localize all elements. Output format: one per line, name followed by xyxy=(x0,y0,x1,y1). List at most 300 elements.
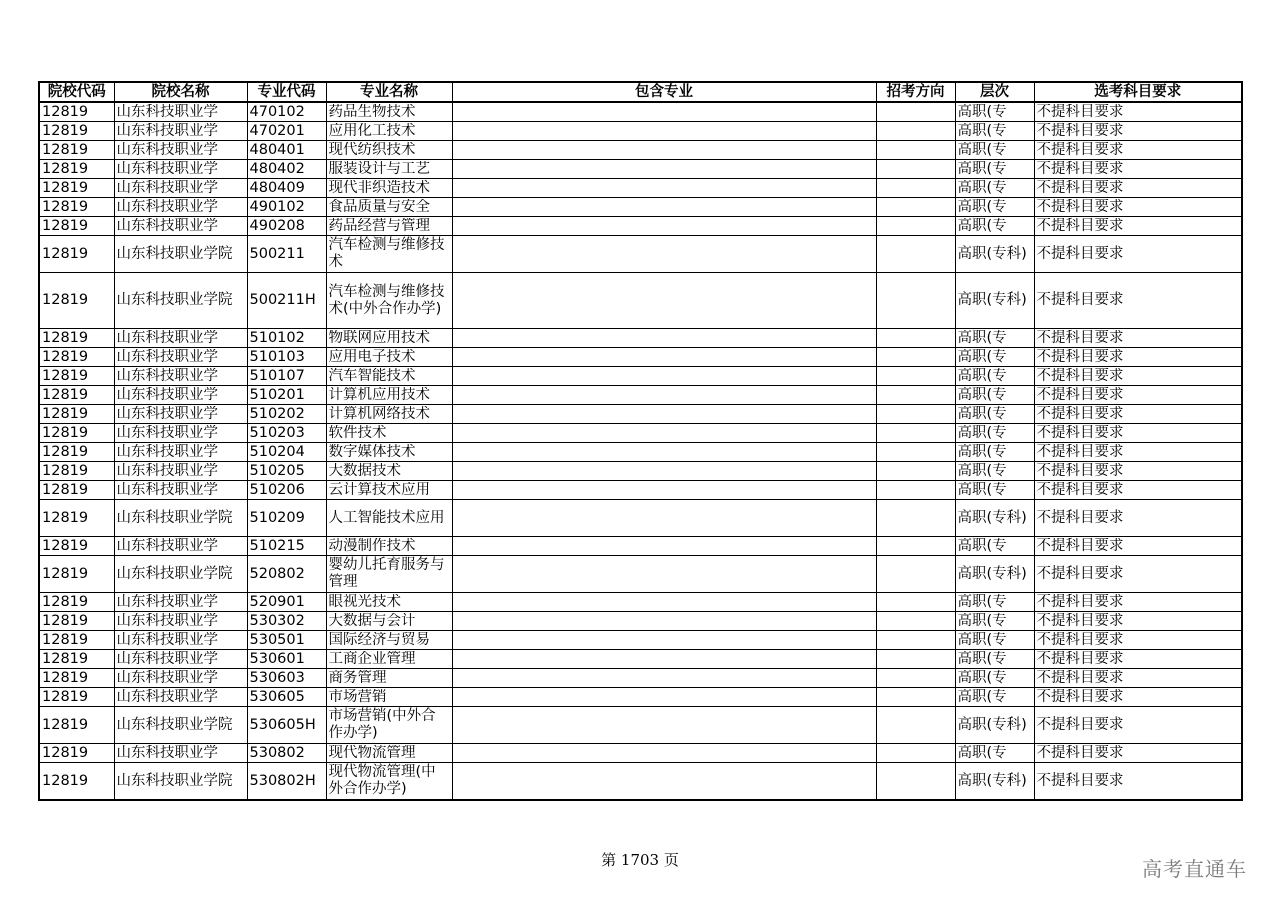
cell-major-code-text: 530601 xyxy=(249,650,305,667)
cell-major-name-text: 服装设计与工艺 xyxy=(328,160,430,177)
cell-major-name-text: 汽车检测与维修技术 xyxy=(328,237,445,270)
cell-school-name xyxy=(114,744,247,763)
cell-subject-requirement xyxy=(1034,593,1242,612)
cell-subject-requirement-text: 不提科目要求 xyxy=(1036,141,1124,158)
cell-level-text: 高职(专 xyxy=(957,744,1007,761)
cell-subject-requirement-text: 不提科目要求 xyxy=(1036,650,1124,667)
table-row xyxy=(39,198,1242,217)
cell-major-name xyxy=(326,160,452,179)
cell-major-code-text: 480402 xyxy=(249,160,305,177)
cell-major-code xyxy=(247,612,326,631)
cell-school-code xyxy=(39,424,114,443)
cell-major-code xyxy=(247,650,326,669)
cell-level-text: 高职(专 xyxy=(957,141,1007,158)
cell-major-name xyxy=(326,462,452,481)
cell-major-code xyxy=(247,102,326,122)
cell-school-code xyxy=(39,236,114,273)
cell-school-name-text: 山东科技职业学 xyxy=(116,744,218,761)
cell-school-name-text: 山东科技职业学 xyxy=(116,631,218,648)
cell-subject-requirement xyxy=(1034,481,1242,500)
cell-direction xyxy=(876,537,955,556)
cell-school-code xyxy=(39,593,114,612)
cell-school-code xyxy=(39,631,114,650)
cell-level-text: 高职(专 xyxy=(957,405,1007,422)
table-row xyxy=(39,650,1242,669)
cell-major-name-text: 工商企业管理 xyxy=(328,650,416,667)
cell-subject-requirement-text: 不提科目要求 xyxy=(1036,565,1124,582)
cell-major-name xyxy=(326,102,452,122)
cell-school-name-text: 山东科技职业学院 xyxy=(116,565,233,582)
cell-level xyxy=(955,612,1034,631)
cell-school-code-text: 12819 xyxy=(42,612,89,629)
cell-level-text: 高职(专 xyxy=(957,612,1007,629)
cell-major-code-text: 520802 xyxy=(249,565,305,582)
cell-level-text: 高职(专 xyxy=(957,179,1007,196)
cell-major-code-text: 500211H xyxy=(249,292,316,308)
cell-subject-requirement-text: 不提科目要求 xyxy=(1036,160,1124,177)
cell-major-name xyxy=(326,198,452,217)
cell-school-name-text: 山东科技职业学 xyxy=(116,160,218,177)
cell-school-name xyxy=(114,593,247,612)
cell-level xyxy=(955,367,1034,386)
cell-direction xyxy=(876,443,955,462)
cell-school-code xyxy=(39,744,114,763)
cell-level xyxy=(955,405,1034,424)
cell-level xyxy=(955,744,1034,763)
cell-school-name xyxy=(114,329,247,348)
cell-major-name-text: 应用化工技术 xyxy=(328,122,416,139)
cell-level-text: 高职(专 xyxy=(957,688,1007,705)
table-row xyxy=(39,160,1242,179)
cell-subject-requirement-text: 不提科目要求 xyxy=(1036,481,1124,498)
cell-level-text: 高职(专科) xyxy=(957,772,1027,789)
cell-major-name-text: 食品质量与安全 xyxy=(328,198,430,215)
cell-level xyxy=(955,688,1034,707)
cell-major-code xyxy=(247,744,326,763)
cell-school-code xyxy=(39,217,114,236)
cell-major-name-text: 市场营销(中外合作办学) xyxy=(328,708,436,741)
cell-subject-requirement-text: 不提科目要求 xyxy=(1036,443,1124,460)
cell-school-name xyxy=(114,386,247,405)
cell-major-name xyxy=(326,329,452,348)
cell-subject-requirement-text: 不提科目要求 xyxy=(1036,367,1124,384)
cell-school-code-text: 12819 xyxy=(42,744,89,761)
cell-subject-requirement xyxy=(1034,707,1242,744)
cell-school-name-text: 山东科技职业学 xyxy=(116,386,218,403)
cell-major-code-text: 510201 xyxy=(249,386,305,403)
cell-direction xyxy=(876,273,955,329)
cell-school-code xyxy=(39,763,114,801)
cell-major-name xyxy=(326,556,452,593)
cell-school-code xyxy=(39,160,114,179)
cell-subject-requirement-text: 不提科目要求 xyxy=(1036,462,1124,479)
cell-school-name-text: 山东科技职业学 xyxy=(116,612,218,629)
cell-subject-requirement xyxy=(1034,744,1242,763)
table-row xyxy=(39,593,1242,612)
col-header-major-name: 专业名称 xyxy=(326,82,452,102)
cell-major-name-text: 药品经营与管理 xyxy=(328,217,430,234)
cell-major-code xyxy=(247,669,326,688)
cell-included-majors xyxy=(452,198,876,217)
cell-school-code-text: 12819 xyxy=(42,198,89,215)
cell-school-name xyxy=(114,612,247,631)
cell-major-code xyxy=(247,273,326,329)
cell-major-name-text: 计算机网络技术 xyxy=(328,405,430,422)
cell-subject-requirement-text: 不提科目要求 xyxy=(1036,669,1124,686)
watermark: 高考直通车 xyxy=(1142,857,1247,881)
cell-level xyxy=(955,443,1034,462)
cell-school-code-text: 12819 xyxy=(42,650,89,667)
cell-included-majors xyxy=(452,160,876,179)
cell-subject-requirement-text: 不提科目要求 xyxy=(1036,424,1124,441)
cell-major-code-text: 520901 xyxy=(249,593,305,610)
cell-level xyxy=(955,217,1034,236)
cell-included-majors xyxy=(452,273,876,329)
cell-level xyxy=(955,669,1034,688)
cell-major-code-text: 530802H xyxy=(249,772,316,789)
cell-school-name xyxy=(114,688,247,707)
cell-subject-requirement xyxy=(1034,102,1242,122)
cell-direction xyxy=(876,386,955,405)
cell-level-text: 高职(专 xyxy=(957,593,1007,610)
cell-school-code xyxy=(39,556,114,593)
cell-level-text: 高职(专 xyxy=(957,481,1007,498)
cell-major-code-text: 530802 xyxy=(249,744,305,761)
cell-level xyxy=(955,348,1034,367)
cell-major-code-text: 510202 xyxy=(249,405,305,422)
cell-subject-requirement-text: 不提科目要求 xyxy=(1036,386,1124,403)
cell-direction xyxy=(876,329,955,348)
cell-school-name xyxy=(114,669,247,688)
cell-school-name xyxy=(114,141,247,160)
cell-level-text: 高职(专 xyxy=(957,217,1007,234)
cell-school-code xyxy=(39,612,114,631)
cell-subject-requirement-text: 不提科目要求 xyxy=(1036,772,1124,789)
cell-major-code-text: 530605 xyxy=(249,688,305,705)
cell-school-code-text: 12819 xyxy=(42,772,89,789)
cell-school-code xyxy=(39,102,114,122)
cell-subject-requirement-text: 不提科目要求 xyxy=(1036,716,1124,733)
cell-school-name-text: 山东科技职业学 xyxy=(116,688,218,705)
table-row xyxy=(39,329,1242,348)
cell-included-majors xyxy=(452,593,876,612)
cell-subject-requirement xyxy=(1034,537,1242,556)
col-header-included-majors: 包含专业 xyxy=(452,82,876,102)
cell-school-name-text: 山东科技职业学院 xyxy=(116,716,233,733)
cell-major-name-text: 婴幼儿托育服务与管理 xyxy=(328,557,445,590)
cell-school-code xyxy=(39,367,114,386)
cell-included-majors xyxy=(452,329,876,348)
cell-school-code-text: 12819 xyxy=(42,593,89,610)
cell-direction xyxy=(876,462,955,481)
cell-school-name xyxy=(114,102,247,122)
cell-school-name xyxy=(114,122,247,141)
cell-level-text: 高职(专 xyxy=(957,329,1007,346)
cell-level xyxy=(955,329,1034,348)
cell-level xyxy=(955,102,1034,122)
cell-school-name xyxy=(114,763,247,801)
cell-school-code-text: 12819 xyxy=(42,716,89,733)
cell-major-name-text: 数字媒体技术 xyxy=(328,443,416,460)
cell-included-majors xyxy=(452,631,876,650)
cell-level xyxy=(955,763,1034,801)
page-number: 第 1703 页 xyxy=(601,851,679,869)
cell-major-name xyxy=(326,612,452,631)
cell-level-text: 高职(专科) xyxy=(957,292,1027,308)
cell-included-majors xyxy=(452,763,876,801)
cell-subject-requirement xyxy=(1034,650,1242,669)
cell-level-text: 高职(专 xyxy=(957,443,1007,460)
cell-major-name-text: 商务管理 xyxy=(328,669,387,686)
cell-subject-requirement-text: 不提科目要求 xyxy=(1036,103,1124,120)
cell-major-name xyxy=(326,481,452,500)
cell-school-name xyxy=(114,217,247,236)
cell-major-name-text: 计算机应用技术 xyxy=(328,386,430,403)
cell-school-name-text: 山东科技职业学 xyxy=(116,443,218,460)
cell-major-name xyxy=(326,631,452,650)
cell-subject-requirement xyxy=(1034,273,1242,329)
cell-school-code-text: 12819 xyxy=(42,669,89,686)
cell-school-code-text: 12819 xyxy=(42,688,89,705)
cell-direction xyxy=(876,481,955,500)
cell-school-name xyxy=(114,424,247,443)
cell-direction xyxy=(876,631,955,650)
cell-major-code-text: 530603 xyxy=(249,669,305,686)
table-row xyxy=(39,669,1242,688)
cell-subject-requirement xyxy=(1034,217,1242,236)
cell-level-text: 高职(专 xyxy=(957,462,1007,479)
table-row xyxy=(39,122,1242,141)
cell-subject-requirement xyxy=(1034,631,1242,650)
cell-major-code-text: 470201 xyxy=(249,122,305,139)
cell-major-code xyxy=(247,424,326,443)
table-row xyxy=(39,348,1242,367)
cell-school-name xyxy=(114,236,247,273)
cell-school-name-text: 山东科技职业学 xyxy=(116,122,218,139)
cell-direction xyxy=(876,669,955,688)
cell-major-name-text: 大数据技术 xyxy=(328,462,401,479)
cell-subject-requirement xyxy=(1034,405,1242,424)
cell-school-name-text: 山东科技职业学院 xyxy=(116,509,233,526)
cell-major-code-text: 480409 xyxy=(249,179,305,196)
cell-included-majors xyxy=(452,217,876,236)
cell-direction xyxy=(876,405,955,424)
cell-subject-requirement xyxy=(1034,329,1242,348)
cell-direction xyxy=(876,102,955,122)
cell-direction xyxy=(876,236,955,273)
cell-school-code xyxy=(39,481,114,500)
cell-school-name-text: 山东科技职业学 xyxy=(116,593,218,610)
cell-major-code xyxy=(247,217,326,236)
cell-included-majors xyxy=(452,102,876,122)
cell-included-majors xyxy=(452,744,876,763)
cell-level-text: 高职(专科) xyxy=(957,565,1027,582)
table-row xyxy=(39,612,1242,631)
cell-direction xyxy=(876,348,955,367)
cell-subject-requirement-text: 不提科目要求 xyxy=(1036,292,1124,308)
cell-school-name-text: 山东科技职业学 xyxy=(116,348,218,365)
cell-level xyxy=(955,481,1034,500)
cell-major-name-text: 药品生物技术 xyxy=(328,103,416,120)
cell-major-code xyxy=(247,236,326,273)
table-row xyxy=(39,217,1242,236)
cell-school-name xyxy=(114,179,247,198)
cell-school-code-text: 12819 xyxy=(42,424,89,441)
cell-subject-requirement-text: 不提科目要求 xyxy=(1036,612,1124,629)
cell-included-majors xyxy=(452,537,876,556)
cell-school-name xyxy=(114,707,247,744)
cell-included-majors xyxy=(452,500,876,537)
cell-major-code xyxy=(247,122,326,141)
cell-major-name xyxy=(326,669,452,688)
cell-major-code xyxy=(247,556,326,593)
admissions-table xyxy=(38,81,1243,801)
cell-school-code xyxy=(39,462,114,481)
table-row xyxy=(39,556,1242,593)
cell-direction xyxy=(876,744,955,763)
cell-school-code-text: 12819 xyxy=(42,565,89,582)
cell-school-code-text: 12819 xyxy=(42,462,89,479)
cell-included-majors xyxy=(452,707,876,744)
cell-major-name xyxy=(326,650,452,669)
cell-school-name xyxy=(114,273,247,329)
cell-included-majors xyxy=(452,386,876,405)
cell-major-code xyxy=(247,367,326,386)
cell-level-text: 高职(专 xyxy=(957,122,1007,139)
cell-school-name xyxy=(114,631,247,650)
cell-major-code xyxy=(247,537,326,556)
cell-major-name xyxy=(326,707,452,744)
table-row xyxy=(39,537,1242,556)
cell-included-majors xyxy=(452,462,876,481)
cell-major-name xyxy=(326,424,452,443)
cell-school-name xyxy=(114,462,247,481)
cell-major-name-text: 现代非织造技术 xyxy=(328,179,430,196)
cell-major-code xyxy=(247,348,326,367)
cell-major-name-text: 人工智能技术应用 xyxy=(328,509,445,526)
cell-school-name-text: 山东科技职业学 xyxy=(116,650,218,667)
cell-school-name-text: 山东科技职业学院 xyxy=(116,292,233,308)
cell-major-name-text: 市场营销 xyxy=(328,688,387,705)
cell-included-majors xyxy=(452,348,876,367)
cell-school-code xyxy=(39,669,114,688)
cell-included-majors xyxy=(452,612,876,631)
cell-level-text: 高职(专 xyxy=(957,198,1007,215)
cell-direction xyxy=(876,763,955,801)
cell-level-text: 高职(专科) xyxy=(957,716,1027,733)
cell-level-text: 高职(专科) xyxy=(957,245,1027,262)
cell-school-name-text: 山东科技职业学 xyxy=(116,424,218,441)
cell-school-code xyxy=(39,688,114,707)
cell-major-name-text: 软件技术 xyxy=(328,424,387,441)
cell-included-majors xyxy=(452,405,876,424)
cell-level-text: 高职(专 xyxy=(957,537,1007,554)
cell-subject-requirement xyxy=(1034,179,1242,198)
cell-direction xyxy=(876,179,955,198)
cell-subject-requirement-text: 不提科目要求 xyxy=(1036,631,1124,648)
cell-direction xyxy=(876,217,955,236)
cell-level-text: 高职(专 xyxy=(957,103,1007,120)
cell-subject-requirement xyxy=(1034,122,1242,141)
cell-major-name-text: 现代物流管理 xyxy=(328,744,416,761)
cell-major-name-text: 眼视光技术 xyxy=(328,593,401,610)
cell-school-code xyxy=(39,329,114,348)
cell-level xyxy=(955,631,1034,650)
cell-major-name-text: 现代纺织技术 xyxy=(328,141,416,158)
cell-major-name xyxy=(326,593,452,612)
cell-subject-requirement xyxy=(1034,443,1242,462)
cell-major-name-text: 动漫制作技术 xyxy=(328,537,416,554)
cell-subject-requirement xyxy=(1034,236,1242,273)
cell-major-name-text: 大数据与会计 xyxy=(328,612,416,629)
cell-level-text: 高职(专 xyxy=(957,160,1007,177)
cell-major-code-text: 510203 xyxy=(249,424,305,441)
cell-level xyxy=(955,556,1034,593)
cell-school-name-text: 山东科技职业学院 xyxy=(116,245,233,262)
cell-direction xyxy=(876,198,955,217)
table-row xyxy=(39,236,1242,273)
cell-school-name-text: 山东科技职业学 xyxy=(116,141,218,158)
table-row xyxy=(39,443,1242,462)
col-header-major-code: 专业代码 xyxy=(247,82,326,102)
cell-direction xyxy=(876,707,955,744)
col-header-subject-requirement: 选考科目要求 xyxy=(1034,82,1242,102)
cell-direction xyxy=(876,612,955,631)
cell-major-code xyxy=(247,329,326,348)
cell-included-majors xyxy=(452,650,876,669)
cell-major-code-text: 530605H xyxy=(249,716,316,733)
cell-level-text: 高职(专 xyxy=(957,669,1007,686)
cell-major-name xyxy=(326,443,452,462)
cell-major-code xyxy=(247,179,326,198)
cell-major-name xyxy=(326,688,452,707)
cell-school-name-text: 山东科技职业学院 xyxy=(116,772,233,789)
cell-subject-requirement xyxy=(1034,424,1242,443)
cell-school-code xyxy=(39,537,114,556)
cell-subject-requirement xyxy=(1034,462,1242,481)
cell-subject-requirement xyxy=(1034,612,1242,631)
cell-major-name-text: 物联网应用技术 xyxy=(328,329,430,346)
cell-subject-requirement xyxy=(1034,556,1242,593)
table-row xyxy=(39,405,1242,424)
cell-major-code-text: 510204 xyxy=(249,443,305,460)
cell-level xyxy=(955,179,1034,198)
cell-direction xyxy=(876,367,955,386)
table-row xyxy=(39,707,1242,744)
cell-level xyxy=(955,424,1034,443)
cell-school-code-text: 12819 xyxy=(42,443,89,460)
cell-level-text: 高职(专 xyxy=(957,348,1007,365)
cell-school-code-text: 12819 xyxy=(42,217,89,234)
cell-school-code xyxy=(39,273,114,329)
cell-school-code-text: 12819 xyxy=(42,292,89,308)
cell-major-code-text: 510205 xyxy=(249,462,305,479)
cell-major-name-text: 现代物流管理(中外合作办学) xyxy=(328,764,436,797)
cell-level-text: 高职(专 xyxy=(957,367,1007,384)
cell-school-name xyxy=(114,198,247,217)
cell-major-name xyxy=(326,236,452,273)
cell-school-code-text: 12819 xyxy=(42,631,89,648)
table-row xyxy=(39,141,1242,160)
cell-level xyxy=(955,707,1034,744)
cell-major-name xyxy=(326,744,452,763)
cell-school-code-text: 12819 xyxy=(42,329,89,346)
cell-included-majors xyxy=(452,669,876,688)
cell-major-code xyxy=(247,386,326,405)
cell-subject-requirement xyxy=(1034,688,1242,707)
cell-school-code-text: 12819 xyxy=(42,509,89,526)
cell-major-name xyxy=(326,386,452,405)
